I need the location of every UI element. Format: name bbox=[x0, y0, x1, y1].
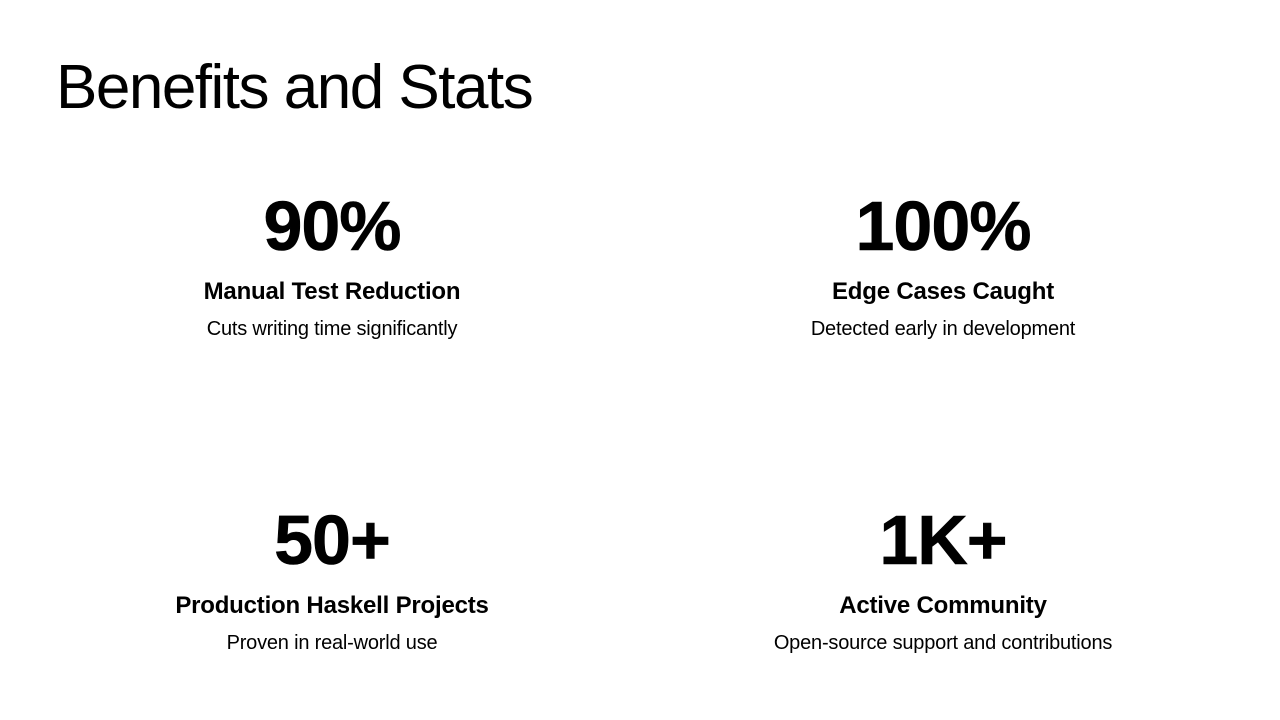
stat-label: Edge Cases Caught bbox=[832, 278, 1054, 305]
stat-block-active-community bbox=[663, 501, 1223, 654]
stat-value: 1K+ bbox=[879, 501, 1007, 579]
stat-label: Manual Test Reduction bbox=[203, 278, 461, 305]
stat-value: 100% bbox=[855, 187, 1031, 265]
stat-description: Cuts writing time significantly bbox=[206, 318, 458, 340]
stat-value: 90% bbox=[263, 187, 401, 265]
stat-description: Detected early in development bbox=[810, 318, 1076, 340]
stat-block-edge-cases-caught bbox=[663, 187, 1223, 340]
stat-block-manual-test-reduction bbox=[52, 187, 612, 340]
stat-label: Production Haskell Projects bbox=[175, 592, 489, 619]
stat-value: 50+ bbox=[274, 501, 390, 579]
stat-label: Active Community bbox=[839, 592, 1047, 619]
stat-block-production-haskell-projects bbox=[52, 501, 612, 654]
stats-grid bbox=[52, 187, 1223, 654]
stat-description: Proven in real-world use bbox=[226, 632, 438, 654]
stat-description: Open-source support and contributions bbox=[773, 632, 1113, 654]
slide-title: Benefits and Stats bbox=[56, 53, 533, 122]
